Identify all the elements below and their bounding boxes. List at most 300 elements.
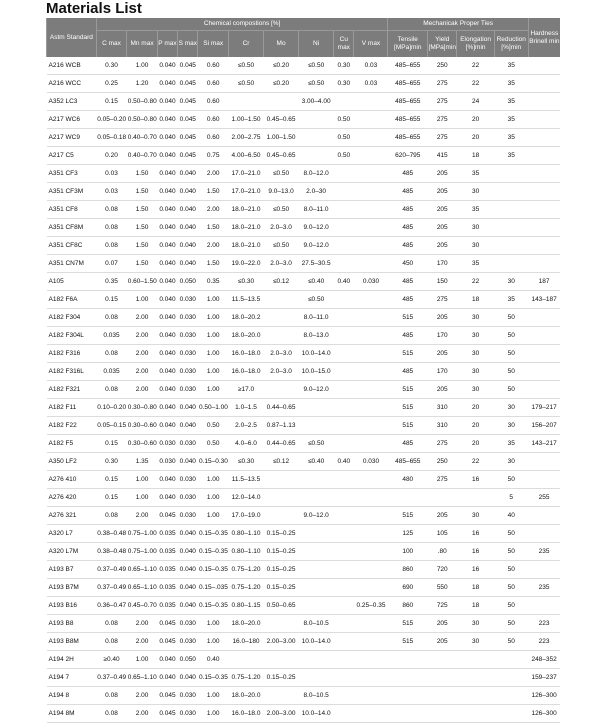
cell-yield: 205 bbox=[428, 309, 457, 327]
cell-s: 0.030 bbox=[178, 633, 198, 651]
cell-yield: 150 bbox=[428, 273, 457, 291]
cell-ni: ≤0.50 bbox=[299, 57, 334, 75]
cell-mn: 1.50 bbox=[127, 219, 158, 237]
cell-si: 0.15–0.30 bbox=[198, 453, 229, 471]
cell-ni: ≤0.50 bbox=[299, 75, 334, 93]
cell-elongation: 20 bbox=[457, 129, 494, 147]
cell-ni bbox=[299, 417, 334, 435]
cell-si: 1.00 bbox=[198, 381, 229, 399]
cell-s: 0.030 bbox=[178, 705, 198, 723]
cell-ni bbox=[299, 579, 334, 597]
cell-cr: 4.00–6.50 bbox=[228, 147, 263, 165]
cell-mn: 1.50 bbox=[127, 201, 158, 219]
cell-cr: 19.0–22.0 bbox=[228, 255, 263, 273]
cell-c: 0.35 bbox=[96, 273, 127, 291]
cell-reduction: 50 bbox=[494, 579, 528, 597]
cell-s: 0.040 bbox=[178, 561, 198, 579]
cell-cu bbox=[334, 363, 354, 381]
cell-astm-standard: A194 7 bbox=[47, 669, 97, 687]
cell-s: 0.040 bbox=[178, 201, 198, 219]
header-mn: Mn max bbox=[127, 31, 158, 58]
cell-cu bbox=[334, 597, 354, 615]
table-row bbox=[47, 219, 561, 237]
cell-si: 1.50 bbox=[198, 255, 229, 273]
cell-ni: 9.0–12.0 bbox=[299, 507, 334, 525]
cell-tensile: 100 bbox=[388, 543, 428, 561]
cell-hardness bbox=[528, 381, 560, 399]
cell-elongation: 35 bbox=[457, 255, 494, 273]
cell-yield bbox=[428, 489, 457, 507]
cell-v bbox=[354, 183, 388, 201]
cell-p: 0.045 bbox=[157, 507, 177, 525]
cell-si: 0.15–0.35 bbox=[198, 543, 229, 561]
table-row bbox=[47, 363, 561, 381]
cell-c: 0.15 bbox=[96, 93, 127, 111]
cell-elongation: 30 bbox=[457, 633, 494, 651]
cell-astm-standard: A182 F321 bbox=[47, 381, 97, 399]
cell-s: 0.040 bbox=[178, 453, 198, 471]
cell-v bbox=[354, 543, 388, 561]
cell-si: 0.50 bbox=[198, 417, 229, 435]
cell-si: 1.00 bbox=[198, 471, 229, 489]
cell-astm-standard: A193 B7M bbox=[47, 579, 97, 597]
cell-mo: ≤0.50 bbox=[264, 165, 299, 183]
cell-mo: 0.15–0.25 bbox=[264, 669, 299, 687]
cell-v bbox=[354, 201, 388, 219]
cell-cr: 12.0–14.0 bbox=[228, 489, 263, 507]
cell-yield bbox=[428, 669, 457, 687]
cell-hardness bbox=[528, 363, 560, 381]
cell-v bbox=[354, 129, 388, 147]
cell-s: 0.045 bbox=[178, 57, 198, 75]
cell-s: 0.030 bbox=[178, 381, 198, 399]
cell-ni: 10.0–14.0 bbox=[299, 705, 334, 723]
cell-cu bbox=[334, 399, 354, 417]
cell-v bbox=[354, 309, 388, 327]
table-row bbox=[47, 183, 561, 201]
cell-cu bbox=[334, 471, 354, 489]
cell-c: 0.15 bbox=[96, 471, 127, 489]
cell-elongation bbox=[457, 687, 494, 705]
cell-si: 0.15–0.35 bbox=[198, 669, 229, 687]
materials-table bbox=[46, 18, 560, 723]
cell-p: 0.040 bbox=[157, 75, 177, 93]
cell-reduction: 50 bbox=[494, 525, 528, 543]
cell-reduction: 50 bbox=[494, 381, 528, 399]
cell-astm-standard: A276 420 bbox=[47, 489, 97, 507]
cell-tensile: 515 bbox=[388, 633, 428, 651]
cell-tensile: 515 bbox=[388, 615, 428, 633]
cell-yield: 105 bbox=[428, 525, 457, 543]
cell-p: 0.030 bbox=[157, 435, 177, 453]
cell-mo: 0.15–0.25 bbox=[264, 543, 299, 561]
cell-ni: 10.0–15.0 bbox=[299, 363, 334, 381]
cell-tensile bbox=[388, 669, 428, 687]
cell-astm-standard: A216 WCB bbox=[47, 57, 97, 75]
cell-p: 0.035 bbox=[157, 543, 177, 561]
cell-elongation: 30 bbox=[457, 345, 494, 363]
cell-ni bbox=[299, 471, 334, 489]
cell-v bbox=[354, 255, 388, 273]
cell-p: 0.040 bbox=[157, 183, 177, 201]
cell-astm-standard: A350 LF2 bbox=[47, 453, 97, 471]
cell-s: 0.040 bbox=[178, 399, 198, 417]
cell-v bbox=[354, 471, 388, 489]
cell-c: 0.08 bbox=[96, 615, 127, 633]
cell-p: 0.040 bbox=[157, 111, 177, 129]
cell-tensile: 485 bbox=[388, 291, 428, 309]
cell-cr: 0.75–1.20 bbox=[228, 669, 263, 687]
cell-elongation: 20 bbox=[457, 435, 494, 453]
cell-mo bbox=[264, 615, 299, 633]
cell-yield: 275 bbox=[428, 291, 457, 309]
cell-s: 0.030 bbox=[178, 615, 198, 633]
cell-ni bbox=[299, 543, 334, 561]
cell-c: 0.08 bbox=[96, 237, 127, 255]
cell-yield: 275 bbox=[428, 93, 457, 111]
table-row bbox=[47, 201, 561, 219]
cell-elongation: 30 bbox=[457, 615, 494, 633]
cell-p: 0.040 bbox=[157, 57, 177, 75]
cell-p: 0.040 bbox=[157, 651, 177, 669]
cell-cu bbox=[334, 255, 354, 273]
cell-s: 0.040 bbox=[178, 183, 198, 201]
cell-elongation: 30 bbox=[457, 363, 494, 381]
cell-si: 0.60 bbox=[198, 129, 229, 147]
cell-astm-standard: A182 F5 bbox=[47, 435, 97, 453]
cell-mo bbox=[264, 507, 299, 525]
cell-hardness bbox=[528, 237, 560, 255]
cell-tensile: 485 bbox=[388, 327, 428, 345]
cell-v bbox=[354, 525, 388, 543]
cell-mn: 0.40–0.70 bbox=[127, 129, 158, 147]
cell-c: 0.38–0.48 bbox=[96, 543, 127, 561]
cell-hardness: 223 bbox=[528, 633, 560, 651]
cell-c: 0.03 bbox=[96, 183, 127, 201]
cell-mo: 2.0–3.0 bbox=[264, 345, 299, 363]
cell-v bbox=[354, 237, 388, 255]
cell-elongation: 30 bbox=[457, 183, 494, 201]
cell-cu bbox=[334, 435, 354, 453]
cell-v: 0.25–0.35 bbox=[354, 597, 388, 615]
cell-si: 0.60 bbox=[198, 111, 229, 129]
cell-hardness bbox=[528, 111, 560, 129]
cell-p: 0.040 bbox=[157, 165, 177, 183]
cell-s: 0.050 bbox=[178, 651, 198, 669]
cell-p: 0.045 bbox=[157, 687, 177, 705]
cell-astm-standard: A182 F304L bbox=[47, 327, 97, 345]
cell-mn: 2.00 bbox=[127, 363, 158, 381]
table-row bbox=[47, 417, 561, 435]
header-hardness: Hardness Brinell min bbox=[528, 18, 560, 57]
cell-si: 2.00 bbox=[198, 237, 229, 255]
cell-c: 0.08 bbox=[96, 381, 127, 399]
cell-si: 0.50 bbox=[198, 435, 229, 453]
cell-astm-standard: A276 410 bbox=[47, 471, 97, 489]
cell-astm-standard: A182 F316L bbox=[47, 363, 97, 381]
cell-c: 0.05–0.15 bbox=[96, 417, 127, 435]
header-cu: Cu max bbox=[334, 31, 354, 58]
cell-si: 1.00 bbox=[198, 309, 229, 327]
cell-tensile: 485 bbox=[388, 183, 428, 201]
cell-mo: 0.50–0.65 bbox=[264, 597, 299, 615]
cell-cr: 18.0–21.0 bbox=[228, 219, 263, 237]
cell-cu: 0.30 bbox=[334, 75, 354, 93]
cell-v bbox=[354, 93, 388, 111]
cell-mn: 1.35 bbox=[127, 453, 158, 471]
cell-cu bbox=[334, 669, 354, 687]
cell-reduction: 35 bbox=[494, 93, 528, 111]
cell-mo: 0.45–0.65 bbox=[264, 147, 299, 165]
cell-mn: 1.50 bbox=[127, 165, 158, 183]
cell-p: 0.040 bbox=[157, 291, 177, 309]
header-reduction: Reduction [%]min bbox=[494, 31, 528, 58]
cell-astm-standard: A320 L7 bbox=[47, 525, 97, 543]
cell-elongation: 24 bbox=[457, 93, 494, 111]
cell-elongation: 30 bbox=[457, 237, 494, 255]
table-row bbox=[47, 435, 561, 453]
table-row bbox=[47, 345, 561, 363]
cell-p: 0.040 bbox=[157, 129, 177, 147]
cell-p: 0.040 bbox=[157, 237, 177, 255]
cell-cr: 0.80–1.10 bbox=[228, 543, 263, 561]
cell-c: 0.37–0.49 bbox=[96, 669, 127, 687]
cell-c: 0.08 bbox=[96, 687, 127, 705]
cell-ni: 3.00–4.00 bbox=[299, 93, 334, 111]
cell-ni: 8.0–13.0 bbox=[299, 327, 334, 345]
cell-mo bbox=[264, 489, 299, 507]
cell-mn: 2.00 bbox=[127, 633, 158, 651]
cell-yield: 205 bbox=[428, 183, 457, 201]
cell-p: 0.040 bbox=[157, 255, 177, 273]
cell-si: 2.00 bbox=[198, 201, 229, 219]
cell-c: 0.15 bbox=[96, 489, 127, 507]
cell-ni: 8.0–10.5 bbox=[299, 615, 334, 633]
cell-s: 0.040 bbox=[178, 579, 198, 597]
cell-reduction: 50 bbox=[494, 471, 528, 489]
cell-v: 0.03 bbox=[354, 75, 388, 93]
cell-mo: 1.00–1.50 bbox=[264, 129, 299, 147]
cell-v bbox=[354, 165, 388, 183]
cell-mo: 0.44–0.65 bbox=[264, 435, 299, 453]
cell-hardness: 126–300 bbox=[528, 705, 560, 723]
table-row bbox=[47, 561, 561, 579]
cell-c: 0.25 bbox=[96, 75, 127, 93]
cell-mn: 1.50 bbox=[127, 183, 158, 201]
cell-cr: ≥17.0 bbox=[228, 381, 263, 399]
cell-mo: ≤0.20 bbox=[264, 75, 299, 93]
cell-mn: 1.00 bbox=[127, 489, 158, 507]
cell-mn: 0.30–0.60 bbox=[127, 417, 158, 435]
table-row bbox=[47, 147, 561, 165]
cell-mo bbox=[264, 309, 299, 327]
table-row bbox=[47, 255, 561, 273]
cell-tensile: 515 bbox=[388, 309, 428, 327]
cell-hardness bbox=[528, 309, 560, 327]
cell-yield: 205 bbox=[428, 201, 457, 219]
cell-ni: 9.0–12.0 bbox=[299, 237, 334, 255]
cell-reduction bbox=[494, 687, 528, 705]
cell-cr: ≤0.30 bbox=[228, 273, 263, 291]
cell-hardness bbox=[528, 201, 560, 219]
cell-tensile: 690 bbox=[388, 579, 428, 597]
table-row bbox=[47, 327, 561, 345]
cell-si: 1.00 bbox=[198, 327, 229, 345]
cell-ni bbox=[299, 399, 334, 417]
cell-cr: ≤0.50 bbox=[228, 75, 263, 93]
cell-c: 0.30 bbox=[96, 453, 127, 471]
cell-astm-standard: A182 F304 bbox=[47, 309, 97, 327]
cell-s: 0.030 bbox=[178, 291, 198, 309]
cell-mn: 0.65–1.10 bbox=[127, 669, 158, 687]
cell-hardness bbox=[528, 75, 560, 93]
cell-cr: 0.75–1.20 bbox=[228, 579, 263, 597]
cell-si: 0.15–.035 bbox=[198, 579, 229, 597]
cell-mn: 2.00 bbox=[127, 381, 158, 399]
cell-tensile: 485 bbox=[388, 219, 428, 237]
cell-ni: 8.0–11.0 bbox=[299, 309, 334, 327]
cell-mo: ≤0.50 bbox=[264, 201, 299, 219]
cell-mn: 1.50 bbox=[127, 237, 158, 255]
cell-ni: 8.0–11.0 bbox=[299, 201, 334, 219]
cell-tensile: 860 bbox=[388, 597, 428, 615]
cell-ni: 10.0–14.0 bbox=[299, 633, 334, 651]
cell-cr: 2.0–2.5 bbox=[228, 417, 263, 435]
cell-reduction: 35 bbox=[494, 57, 528, 75]
cell-mn: 0.60–1.50 bbox=[127, 273, 158, 291]
cell-elongation bbox=[457, 705, 494, 723]
cell-cu bbox=[334, 291, 354, 309]
cell-p: 0.040 bbox=[157, 381, 177, 399]
cell-astm-standard: A194 8M bbox=[47, 705, 97, 723]
cell-c: 0.08 bbox=[96, 219, 127, 237]
materials-table-body bbox=[47, 57, 561, 723]
cell-v: 0.030 bbox=[354, 453, 388, 471]
cell-reduction: 30 bbox=[494, 399, 528, 417]
cell-c: 0.38–0.48 bbox=[96, 525, 127, 543]
cell-cu bbox=[334, 705, 354, 723]
cell-si: 0.60 bbox=[198, 75, 229, 93]
cell-ni bbox=[299, 561, 334, 579]
cell-s: 0.030 bbox=[178, 471, 198, 489]
header-chemical-group: Chemical compostions [%] bbox=[96, 18, 388, 31]
cell-cu bbox=[334, 687, 354, 705]
cell-yield: 205 bbox=[428, 345, 457, 363]
cell-p: 0.035 bbox=[157, 597, 177, 615]
cell-yield: 205 bbox=[428, 507, 457, 525]
cell-astm-standard: A182 F316 bbox=[47, 345, 97, 363]
header-elongation: Elongation [%]min bbox=[457, 31, 494, 58]
header-si: Si max bbox=[198, 31, 229, 58]
cell-hardness: 126–300 bbox=[528, 687, 560, 705]
cell-p: 0.040 bbox=[157, 669, 177, 687]
cell-yield: 275 bbox=[428, 129, 457, 147]
cell-s: 0.045 bbox=[178, 147, 198, 165]
cell-cr bbox=[228, 93, 263, 111]
cell-astm-standard: A217 WC6 bbox=[47, 111, 97, 129]
cell-cr: 4.0–6.0 bbox=[228, 435, 263, 453]
cell-p: 0.045 bbox=[157, 705, 177, 723]
cell-astm-standard: A351 CN7M bbox=[47, 255, 97, 273]
cell-elongation: 22 bbox=[457, 453, 494, 471]
cell-hardness bbox=[528, 57, 560, 75]
cell-reduction: 30 bbox=[494, 417, 528, 435]
cell-yield: 275 bbox=[428, 471, 457, 489]
cell-astm-standard: A320 L7M bbox=[47, 543, 97, 561]
cell-hardness bbox=[528, 219, 560, 237]
cell-ni bbox=[299, 669, 334, 687]
cell-cr: 16.0–18.0 bbox=[228, 705, 263, 723]
cell-mo: 9.0–13.0 bbox=[264, 183, 299, 201]
cell-astm-standard: A351 CF3M bbox=[47, 183, 97, 201]
cell-mn: 0.50–0.80 bbox=[127, 111, 158, 129]
cell-si: 1.50 bbox=[198, 219, 229, 237]
cell-c: 0.08 bbox=[96, 705, 127, 723]
header-ni: Ni bbox=[299, 31, 334, 58]
cell-si: 1.50 bbox=[198, 183, 229, 201]
cell-mn: 0.45–0.70 bbox=[127, 597, 158, 615]
cell-si: 2.00 bbox=[198, 165, 229, 183]
cell-cr: 16.0–18.0 bbox=[228, 363, 263, 381]
cell-hardness: 235 bbox=[528, 579, 560, 597]
cell-tensile: 485 bbox=[388, 435, 428, 453]
cell-mo bbox=[264, 327, 299, 345]
cell-p: 0.040 bbox=[157, 345, 177, 363]
cell-cu bbox=[334, 381, 354, 399]
cell-cu bbox=[334, 219, 354, 237]
cell-ni: 8.0–12.0 bbox=[299, 165, 334, 183]
cell-ni: 9.0–12.0 bbox=[299, 219, 334, 237]
cell-cu bbox=[334, 183, 354, 201]
cell-tensile: 485–655 bbox=[388, 75, 428, 93]
cell-reduction: 50 bbox=[494, 615, 528, 633]
cell-cu bbox=[334, 93, 354, 111]
cell-reduction: 50 bbox=[494, 345, 528, 363]
cell-c: 0.30 bbox=[96, 57, 127, 75]
cell-astm-standard: A217 WC9 bbox=[47, 129, 97, 147]
table-row bbox=[47, 471, 561, 489]
cell-s: 0.040 bbox=[178, 525, 198, 543]
cell-elongation: 18 bbox=[457, 579, 494, 597]
cell-cu: 0.50 bbox=[334, 147, 354, 165]
cell-yield: .80 bbox=[428, 543, 457, 561]
cell-cu bbox=[334, 543, 354, 561]
cell-reduction: 50 bbox=[494, 363, 528, 381]
cell-c: 0.03 bbox=[96, 165, 127, 183]
cell-ni bbox=[299, 147, 334, 165]
cell-v bbox=[354, 561, 388, 579]
cell-mn: 0.75–1.00 bbox=[127, 525, 158, 543]
cell-s: 0.045 bbox=[178, 75, 198, 93]
cell-si: 1.00 bbox=[198, 507, 229, 525]
cell-s: 0.030 bbox=[178, 345, 198, 363]
cell-astm-standard: A193 B7 bbox=[47, 561, 97, 579]
cell-astm-standard: A105 bbox=[47, 273, 97, 291]
cell-v bbox=[354, 633, 388, 651]
cell-reduction: 5 bbox=[494, 489, 528, 507]
cell-c: 0.08 bbox=[96, 345, 127, 363]
cell-cu bbox=[334, 525, 354, 543]
cell-c: 0.08 bbox=[96, 507, 127, 525]
cell-cu bbox=[334, 417, 354, 435]
cell-mn: 2.00 bbox=[127, 345, 158, 363]
cell-cu bbox=[334, 237, 354, 255]
cell-s: 0.040 bbox=[178, 417, 198, 435]
cell-tensile: 485–655 bbox=[388, 129, 428, 147]
cell-p: 0.040 bbox=[157, 489, 177, 507]
cell-cu: 0.50 bbox=[334, 129, 354, 147]
cell-v bbox=[354, 291, 388, 309]
